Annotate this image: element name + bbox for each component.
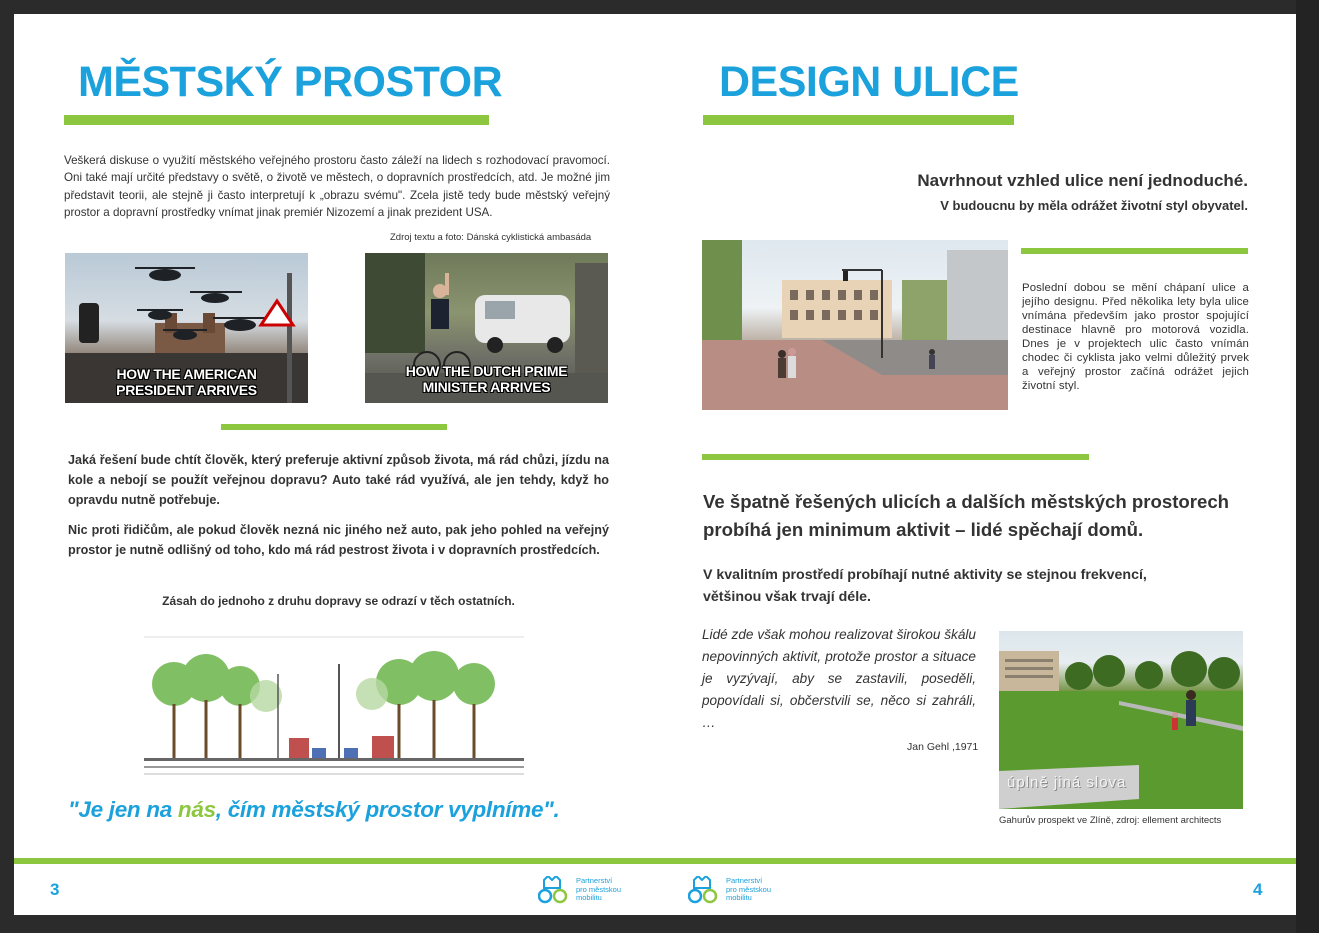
- footer-logo-left: [538, 876, 621, 904]
- left-page-heading: MĚSTSKÝ PROSTOR: [78, 58, 503, 106]
- logo-line-2: pro městskou: [726, 884, 772, 894]
- park-photo-caption: Gahurův prospekt ve Zlíně, zdroj: ellement architects: [999, 815, 1222, 826]
- meme-american-president-image: [65, 253, 308, 403]
- quote-part-1: "Je jen na: [68, 797, 178, 822]
- left-section-divider: [221, 424, 447, 430]
- left-closing-quote: [68, 797, 560, 823]
- logo-line-3: mobilitu: [576, 893, 602, 903]
- right-page-heading: DESIGN ULICE: [719, 58, 1019, 106]
- right-heading-underline: [703, 115, 1014, 125]
- logo-line-2: pro městskou: [576, 884, 622, 894]
- document-spread: [14, 14, 1296, 915]
- right-page-number: 4: [1253, 880, 1263, 899]
- right-side-text-divider: [1021, 248, 1248, 254]
- meme-right-caption-line-1: HOW THE DUTCH PRIME: [405, 363, 568, 379]
- street-section-illustration: [144, 634, 524, 776]
- meme-right-caption-line-2: MINISTER ARRIVES: [422, 379, 551, 395]
- left-intro-text: Veškerá diskuse o využití městského veřejného prostoru často záleží na lidech s rozhodovací pravomocí. Oni také mají určité představy o světě, o životě ve městech, o dopravních prostředcích, atd. Je možné jim představit teorii, ale stejně ji často interpretují k „obrazu svému". Zcela jistě tedy bude městský veřejný prostor a dopravní prostředky vnímat jinak premiér Nizozemí a jinak prezident USA.: [64, 154, 610, 220]
- street-render-illustration: [702, 240, 1008, 410]
- footer-logo-left-text: [576, 877, 621, 903]
- left-paragraph-1: Jaká řešení bude chtít člověk, který preferuje aktivní způsob života, má rád chůzi, jízdu na kole a nebojí se použít veřejnou dopravu? Auto také rád využívá, ale jen tehdy, když ho opravdu nutně potřebuje.: [68, 453, 609, 507]
- partnership-logo-icon: [688, 876, 720, 904]
- logo-line-1: Partnerství: [726, 876, 763, 886]
- right-lead-1: Navrhnout vzhled ulice není jednoduché.: [917, 171, 1248, 190]
- street-design-render-image: [702, 240, 1008, 410]
- viewer-scrollbar[interactable]: [1296, 0, 1319, 933]
- left-centered-note: Zásah do jednoho z druhu dopravy se odrazí v těch ostatních.: [162, 594, 515, 608]
- right-quote-author: Jan Gehl ,1971: [907, 741, 979, 753]
- quote-part-2: , čím městský prostor vyplníme".: [215, 797, 560, 822]
- gahuruv-prospekt-park-image: [999, 631, 1243, 809]
- left-source-note: Zdroj textu a foto: Dánská cyklistická ambasáda: [390, 232, 592, 243]
- park-sign-text: úplně jiná slova: [1007, 774, 1127, 791]
- right-section-divider: [702, 454, 1089, 460]
- footer-logo-right: [688, 876, 771, 904]
- meme-left-caption-line-1: HOW THE AMERICAN: [116, 366, 257, 382]
- right-side-text: Poslední dobou se mění chápaní ulice a jejího designu. Před několika lety byla ulice vnímána především jako prostor spojující destinace hlavně pro motorová vozidla. Dnes je v projektech ulic často vnímán chodec či cyklista jako velmi důležitý prvek a veřejný prostor začíná odrážet jejich životní styl.: [1022, 282, 1249, 392]
- right-big-statement: Ve špatně řešených ulicích a dalších městských prostorech probíhá jen minimum aktivit – lidé spěchají domů.: [703, 491, 1230, 540]
- right-italic-quote: Lidé zde však mohou realizovat širokou škálu nepovinných aktivit, protože prostor a situace je vyzývají, aby se zastavili, poseděli, popovídali si, občerstvili se, něco si zahráli, …: [702, 627, 976, 730]
- right-lead-2: V budoucnu by měla odrážet životní styl obyvatel.: [940, 198, 1248, 213]
- left-heading-underline: [64, 115, 489, 125]
- partnership-logo-icon: [538, 876, 570, 904]
- quote-highlight: nás: [177, 797, 216, 822]
- meme-left-caption-line-2: PRESIDENT ARRIVES: [116, 382, 257, 398]
- logo-line-1: Partnerství: [576, 876, 613, 886]
- right-sub-statement: V kvalitním prostředí probíhají nutné aktivity se stejnou frekvencí, většinou však trvají déle.: [703, 567, 1147, 605]
- footer-logo-right-text: [726, 877, 771, 903]
- logo-line-3: mobilitu: [726, 893, 752, 903]
- left-page-number: 3: [50, 880, 60, 899]
- left-paragraph-2: Nic proti řidičům, ale pokud člověk nezná nic jiného než auto, pak jeho pohled na veřejný prostor je nutně odlišný od toho, kdo má rád pestrost života i v dopravních prostředcích.: [68, 523, 609, 557]
- street-cross-section-drawing: [144, 634, 524, 776]
- footer-green-line: [14, 858, 1296, 864]
- meme-dutch-minister-image: [365, 253, 608, 403]
